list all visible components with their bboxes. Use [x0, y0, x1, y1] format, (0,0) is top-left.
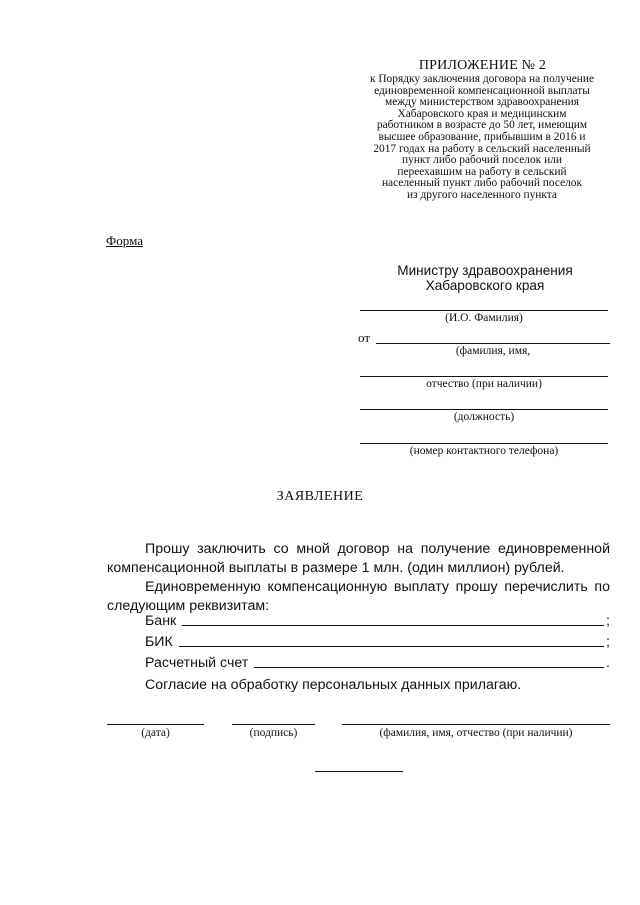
- phone-caption: (номер контактного телефона): [409, 445, 559, 457]
- bank-label: Банк: [145, 613, 177, 629]
- document-title: ЗАЯВЛЕНИЕ: [276, 489, 364, 504]
- patronymic-line[interactable]: [360, 376, 608, 377]
- appendix-line: Хабаровского края и медицинским: [397, 107, 567, 120]
- position-caption: (должность): [453, 411, 515, 423]
- request-line-2: компенсационной выплаты в размере 1 млн. (один миллион) рублей.: [107, 560, 565, 576]
- bik-end: ;: [606, 634, 610, 650]
- appendix-description: [348, 74, 616, 202]
- bank-end: ;: [606, 613, 610, 629]
- bik-input-line[interactable]: [179, 646, 604, 647]
- appendix-line: высшее образование, прибывшим в 2016 и: [378, 130, 586, 143]
- appendix-line: переехавшим на работу в сельский: [397, 165, 567, 178]
- bank-input-line[interactable]: [182, 625, 604, 626]
- appendix-line: населенный пункт либо рабочий поселок: [381, 177, 583, 190]
- patronymic-caption: отчество (при наличии): [426, 378, 542, 390]
- date-caption: (дата): [141, 727, 170, 739]
- name-caption: (фамилия, имя, отчество (при наличии): [379, 727, 573, 739]
- request-line-1: Прошу заключить со мной договор на получение единовременной: [145, 541, 610, 557]
- account-label: Расчетный счет: [145, 655, 249, 671]
- form-label: Форма: [106, 233, 143, 248]
- appendix-line: к Порядку заключения договора на получение: [369, 73, 595, 85]
- phone-line[interactable]: [360, 443, 608, 444]
- appendix-line: единовременной компенсационной выплаты: [374, 84, 590, 97]
- full-name-line[interactable]: [376, 343, 610, 344]
- appendix-line: 2017 годах на работу в сельский населенный: [373, 142, 591, 155]
- appendix-line: работником в возрасте до 50 лет, имеющим: [376, 119, 588, 132]
- appendix-line: между министерством здравоохранения: [385, 96, 579, 109]
- name-line[interactable]: [342, 724, 610, 725]
- addressee-line-2: Хабаровского края: [425, 278, 545, 293]
- io-surname-line[interactable]: [360, 310, 608, 311]
- appendix-title: ПРИЛОЖЕНИЕ № 2: [418, 58, 547, 73]
- sign-line[interactable]: [232, 724, 315, 725]
- transfer-line-1: Единовременную компенсационную выплату прошу перечислить по: [145, 579, 610, 595]
- account-field[interactable]: [145, 655, 610, 671]
- position-line[interactable]: [360, 409, 608, 410]
- bik-field[interactable]: [145, 634, 610, 650]
- full-name-caption: (фамилия, имя,: [455, 345, 531, 357]
- date-line[interactable]: [107, 724, 204, 725]
- account-end: .: [606, 655, 610, 671]
- bottom-divider: [315, 771, 403, 772]
- consent-text: Согласие на обработку персональных данных прилагаю.: [145, 677, 522, 693]
- appendix-line: из другого населенного пункта: [407, 188, 557, 201]
- bank-field[interactable]: [145, 613, 610, 629]
- addressee-line-1: Министру здравоохранения: [397, 263, 573, 278]
- bik-label: БИК: [145, 634, 173, 650]
- from-label: от: [358, 330, 371, 345]
- appendix-line: пункт либо рабочий поселок или: [402, 154, 562, 167]
- transfer-line-2: следующим реквизитам:: [107, 598, 270, 614]
- sign-caption: (подпись): [249, 727, 298, 739]
- account-input-line[interactable]: [254, 667, 604, 668]
- request-paragraph: [107, 540, 610, 616]
- io-surname-caption: (И.О. Фамилия): [445, 312, 523, 324]
- addressee-block: [360, 263, 610, 293]
